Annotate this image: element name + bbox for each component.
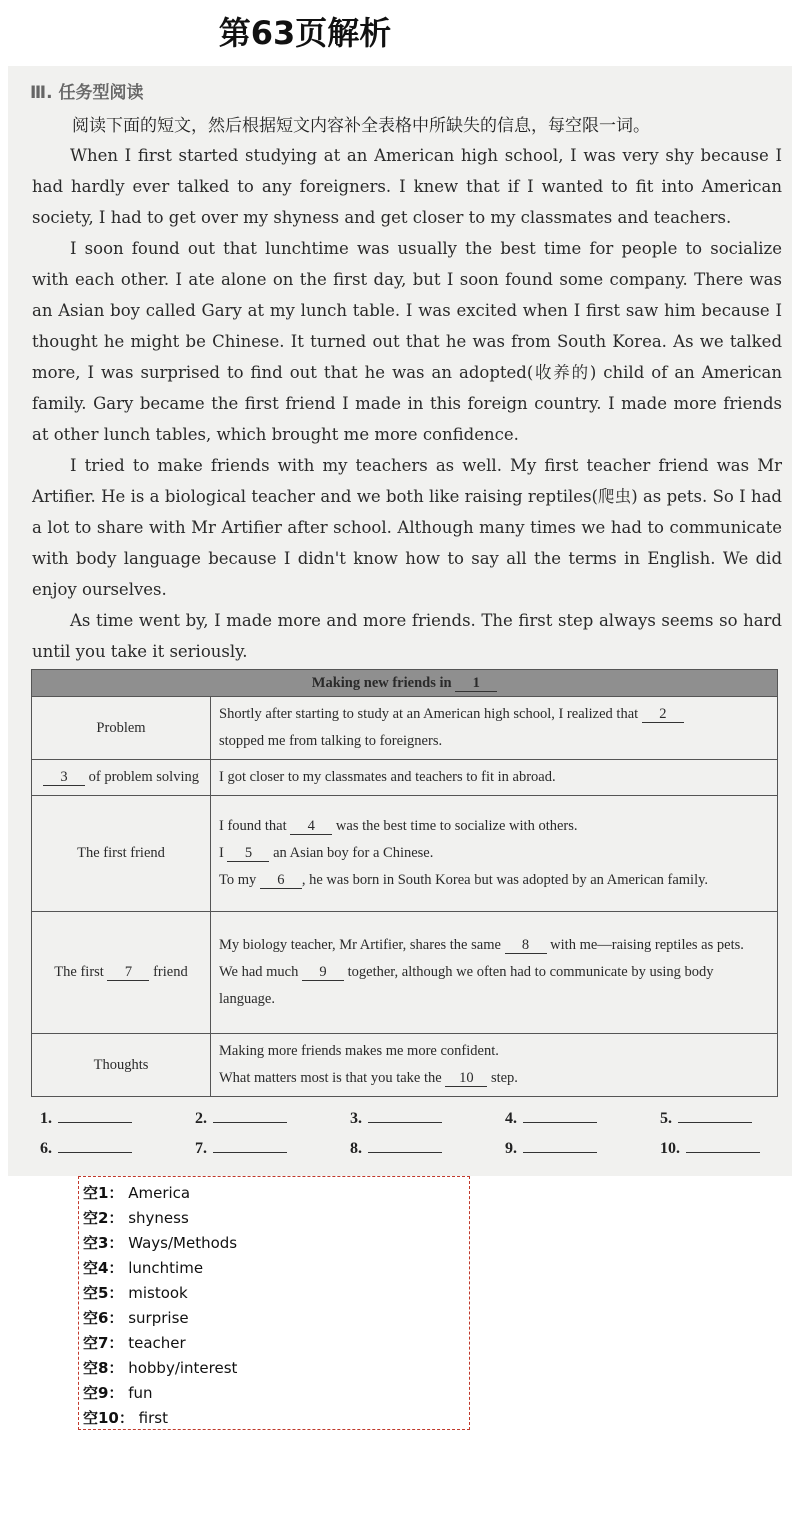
answer-slot: 6. [40,1138,132,1158]
answer-slot: 1. [40,1108,132,1128]
row-content-solving: I got closer to my classmates and teachers to fit in abroad. [211,760,778,796]
answer-slot: 3. [350,1108,442,1128]
row-label-first-friend: The first friend [32,796,211,912]
answer-key-row: 空5： mistook [83,1284,188,1302]
blank-10: 10 [445,1070,487,1087]
passage-paragraph: I tried to make friends with my teachers as well. My first teacher friend was Mr Artifier. He is a biological teacher and we both like raising reptiles(爬虫) as pets. So I had a lot to share with Mr Artifier after school. Although many times we had to communicate with body language because I didn't know how to say all the terms in English. We did enjoy ourselves. [32,456,782,599]
row-content-first-friend [211,796,778,912]
problem-text-post: stopped me from talking to foreigners. [219,733,443,749]
teacher-line1-pre: My biology teacher, Mr Artifier, shares the same [219,937,501,953]
reading-passage [32,140,782,667]
row-label-teacher-friend [32,912,211,1034]
teacher-line1-post: with me—raising reptiles as pets. [550,937,744,953]
blank-4: 4 [290,818,332,835]
blank-9: 9 [302,964,344,981]
answer-key-row: 空8： hobby/interest [83,1359,238,1377]
answer-key-row: 空4： lunchtime [83,1259,204,1277]
blank-7: 7 [107,964,149,981]
answer-key-box [78,1176,470,1430]
thoughts-line2-post: step. [490,1070,518,1086]
teacher-line2-post: together, although we often had to communicate by using body language. [219,964,714,1007]
passage-paragraph: As time went by, I made more and more friends. The first step always seems so hard until you take it seriously. [32,611,782,661]
answer-slot: 5. [660,1108,752,1128]
answer-key-row: 空2： shyness [83,1209,189,1227]
row-label-solving [32,760,211,796]
answer-key-row: 空9： fun [83,1384,153,1402]
solving-label-text: of problem solving [88,769,199,785]
friend-line3-post: , he was born in South Korea but was adopted by an American family. [301,872,709,888]
answer-slot: 7. [195,1138,287,1158]
table-header-text: Making new friends in [311,674,452,691]
answer-key-row: 空7： teacher [83,1334,186,1352]
row-content-teacher-friend [211,912,778,1034]
page-title: 第63页解析 [218,14,392,52]
blank-5: 5 [227,845,269,862]
answer-slot: 4. [505,1108,597,1128]
thoughts-line1: Making more friends makes me more confident. [219,1043,499,1059]
blank-6: 6 [260,872,302,889]
friend-line1-pre: I found that [219,818,287,834]
passage-paragraph: I soon found out that lunchtime was usually the best time for people to socialize with each other. I ate alone on the first day, but I soon found some company. There was an Asian boy called Gary at my lunch table. I was excited when I first saw him because I thought he might be Chinese. It turned out that he was from South Korea. As we talked more, I was surprised to find out that he was an adopted(收养的) child of an American family. Gary became the first friend I made in this foreign country. I made more friends at other lunch tables, which brought me more confidence. [32,239,782,444]
teacher-label-pre: The first [54,964,104,980]
answer-key-row: 空3： Ways/Methods [83,1234,238,1252]
answer-slot: 8. [350,1138,442,1158]
answer-slot: 2. [195,1108,287,1128]
friend-line2-post: an Asian boy for a Chinese. [273,845,434,861]
answer-slot: 10. [660,1138,760,1158]
friend-line2-pre: I [219,845,224,861]
row-label-thoughts: Thoughts [32,1034,211,1097]
row-label-problem: Problem [32,697,211,760]
table-header [32,670,778,697]
blank-2: 2 [642,706,684,723]
answer-key-row: 空1： America [83,1184,191,1202]
row-content-problem [211,697,778,760]
friend-line3-pre: To my [219,872,257,888]
friend-line1-post: was the best time to socialize with others. [335,818,578,834]
blank-1: 1 [455,675,497,692]
answer-key-row: 空10： first [83,1409,168,1427]
task-table [31,669,778,1097]
answer-key-row: 空6： surprise [83,1309,189,1327]
teacher-label-post: friend [153,964,188,980]
teacher-line2-pre: We had much [219,964,299,980]
problem-text-pre: Shortly after starting to study at an American high school, I realized that [219,706,639,722]
thoughts-line2-pre: What matters most is that you take the [219,1070,442,1086]
section-heading: Ⅲ. 任务型阅读 [30,83,144,103]
answer-slot: 9. [505,1138,597,1158]
passage-paragraph: When I first started studying at an American high school, I was very shy because I had hardly ever talked to any foreigners. I knew that if I wanted to fit into American society, I had to get over my shyness and get closer to my classmates and teachers. [32,146,782,227]
row-content-thoughts [211,1034,778,1097]
blank-8: 8 [505,937,547,954]
blank-3: 3 [43,769,85,786]
instruction-text: 阅读下面的短文，然后根据短文内容补全表格中所缺失的信息，每空限一词。 [72,116,650,136]
